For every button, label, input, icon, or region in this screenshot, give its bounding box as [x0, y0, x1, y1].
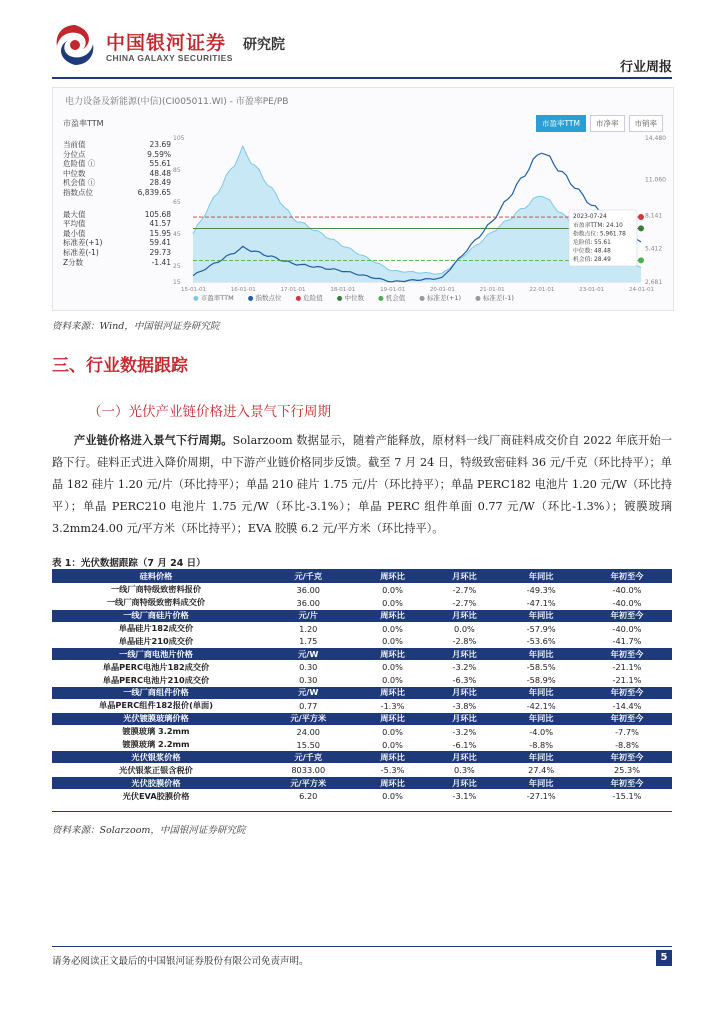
table-cell: 0.0% [357, 790, 429, 803]
chart-tab[interactable]: 市净率 [590, 115, 625, 132]
institute-name: 研究院 [243, 37, 285, 53]
table-cell: 周环比 [357, 571, 429, 583]
table-cell: -3.1% [428, 790, 500, 803]
legend-label: 市盈率TTM [200, 294, 234, 302]
tooltip-line: 市盈率TTM: 24.10 [573, 223, 623, 229]
stat-value: 28.49 [149, 178, 171, 188]
legend-entry[interactable] [193, 293, 234, 302]
legend-entry[interactable] [419, 293, 461, 302]
table-cell: 周环比 [357, 751, 429, 764]
table-cell: 光伏胶膜价格 [52, 777, 260, 790]
table-cell: 元/W [260, 687, 357, 700]
table-cell: 年同比 [500, 777, 582, 790]
paragraph-body: Solarzoom 数据显示，随着产能释放，原材料一线厂商硅料成交价自 2022 年底开始一路下行。硅料正式进入降价周期，中下游产业链价格同步反馈。截至 7 月 24 日，特级致密硅料 36 元/千克（环比持平）；单晶 182 硅片 1.20 元/片（环比持平）；单晶 210 硅片 1.75 元/片（环比持平）；单晶 PERC182 电池片 1.20 元/W（环比持平）；单晶 PERC210 电池片 1.75 元/W（环比-3.1%）；单晶 PERC 组件单面 0.77 元/W（环比-1.3%）；镀膜玻璃 3.2mm24.00 元/平方米（环比持平）；EVA 胶膜 6.2 元/平方米（环比持平）。 [52, 434, 672, 535]
table-group-header [52, 571, 672, 583]
stat-row [63, 140, 171, 150]
danger-marker [638, 214, 644, 220]
chart-tabs [536, 115, 663, 132]
table-cell: 0.0% [357, 635, 429, 648]
table-cell: -15.1% [582, 790, 672, 803]
table-cell: 0.0% [428, 622, 500, 635]
legend-swatch: ● [295, 294, 304, 302]
table-row [52, 699, 672, 712]
y-right-tick: 14,480 [645, 135, 666, 142]
y-left-tick: 25 [173, 263, 181, 270]
legend-entry[interactable] [295, 293, 322, 302]
x-tick: 15-01-01 [181, 287, 206, 293]
table-cell: 元/平方米 [260, 777, 357, 790]
disclaimer: 请务必阅读正文最后的中国银河证券股份有限公司免责声明。 [52, 956, 309, 967]
table-cell: -8.8% [500, 738, 582, 751]
table-bottom-rule [52, 811, 672, 812]
table-row [52, 635, 672, 648]
table-cell: 镀膜玻璃 3.2mm [52, 725, 260, 738]
table-cell: 月环比 [428, 712, 500, 725]
stat-value: 41.57 [149, 219, 171, 229]
table-row [52, 583, 672, 596]
stat-value: 15.95 [149, 228, 171, 238]
legend-entry[interactable] [248, 293, 282, 302]
table-cell: 单晶PERC电池片182成交价 [52, 661, 260, 674]
stat-row [63, 210, 171, 220]
table-cell: -53.6% [500, 635, 582, 648]
legend-label: 危险值 [303, 294, 323, 302]
page-number: 5 [656, 950, 672, 966]
table-source: 资料来源：Solarzoom，中国银河证券研究院 [52, 825, 246, 836]
paragraph-lead: 产业链价格进入景气下行周期。 [74, 434, 233, 447]
table-cell: -4.0% [500, 725, 582, 738]
table-row [52, 622, 672, 635]
stat-value: 9.59% [147, 149, 171, 159]
table-cell: 单晶PERC电池片210成交价 [52, 674, 260, 687]
table-cell: -6.1% [428, 738, 500, 751]
table-cell: 年初至今 [582, 648, 672, 661]
y-right-tick: 5,412 [645, 245, 663, 253]
stat-label: 分位点 [63, 149, 86, 159]
table-cell: -2.7% [428, 583, 500, 596]
legend-swatch: ● [377, 294, 386, 302]
legend-label: 指数点位 [255, 294, 282, 302]
tooltip-date: 2023-07-24 [573, 214, 607, 220]
table-cell: 一线厂商电池片价格 [52, 648, 260, 661]
y-left-tick: 45 [173, 231, 181, 238]
stat-row [63, 219, 171, 229]
table-cell: 6.20 [260, 790, 357, 803]
table-cell: 镀膜玻璃 2.2mm [52, 738, 260, 751]
table-cell: 年初至今 [582, 712, 672, 725]
tooltip-line: 危险值: 55.61 [573, 240, 611, 246]
table-cell: 27.4% [500, 764, 582, 777]
table-row [52, 790, 672, 803]
table-cell: 元/片 [260, 609, 357, 622]
table-cell: 0.0% [357, 622, 429, 635]
median-marker [638, 225, 644, 231]
y-right-tick: 2,681 [645, 279, 663, 286]
table-cell: -40.0% [582, 622, 672, 635]
table-cell: 0.77 [260, 699, 357, 712]
brand-name: 中国银河证券 [106, 32, 227, 54]
stat-label: 中位数 [63, 168, 86, 178]
table-cell: -47.1% [500, 596, 582, 609]
table-cell: 月环比 [428, 777, 500, 790]
stat-row [63, 258, 171, 268]
table-cell: 硅料价格 [52, 571, 260, 583]
table-cell: 单晶硅片182成交价 [52, 622, 260, 635]
table-group-header [52, 687, 672, 700]
table-cell: 一线厂商特级致密料成交价 [52, 596, 260, 609]
table-cell: 单晶PERC组件182报价(单面) [52, 699, 260, 712]
table-cell: 一线厂商组件价格 [52, 687, 260, 700]
table-cell: -3.2% [428, 725, 500, 738]
galaxy-logo-icon [52, 22, 98, 68]
body-paragraph [52, 430, 672, 540]
legend-label: 标准差(+1) [426, 294, 462, 302]
table-cell: 0.0% [357, 583, 429, 596]
table-cell: -42.1% [500, 699, 582, 712]
stat-label: 最大值 [63, 209, 86, 219]
table-cell: 8033.00 [260, 764, 357, 777]
table-cell: -3.8% [428, 699, 500, 712]
table-cell: 单晶硅片210成交价 [52, 635, 260, 648]
table-cell: 0.0% [357, 738, 429, 751]
table-cell: -14.4% [582, 699, 672, 712]
chart-subtitle: 市盈率TTM [63, 119, 104, 128]
table-cell: 1.20 [260, 622, 357, 635]
table-cell: -3.2% [428, 661, 500, 674]
pv-price-table [52, 571, 672, 803]
stat-value: 23.69 [149, 140, 171, 149]
table-cell: -6.3% [428, 674, 500, 687]
chart-legend [193, 293, 514, 302]
table-group-header [52, 777, 672, 790]
x-tick: 17-01-01 [280, 287, 306, 293]
chart-title: 电力设备及新能源(中信)(CI005011.WI) - 市盈率PE/PB [65, 97, 289, 107]
stat-label: 指数点位 [63, 187, 93, 197]
stat-label: 标准差(+1) [63, 238, 103, 248]
stat-value: -1.41 [151, 257, 171, 267]
table-row [52, 674, 672, 687]
stat-value: 48.48 [149, 168, 171, 178]
table-cell: 年同比 [500, 687, 582, 700]
table-cell: 元/千克 [260, 571, 357, 583]
table-cell: 年同比 [500, 648, 582, 661]
table-cell: -57.9% [500, 622, 582, 635]
table-cell: 周环比 [357, 687, 429, 700]
legend-label: 标准差(-1) [482, 294, 514, 302]
table-cell: -1.3% [357, 699, 429, 712]
table-cell: 年初至今 [582, 609, 672, 622]
table-cell: 元/W [260, 648, 357, 661]
chart-tab[interactable]: 市销率 [629, 115, 664, 132]
stat-value: 29.73 [149, 247, 171, 257]
stat-label: Z分数 [63, 257, 84, 267]
table-cell: 周环比 [357, 648, 429, 661]
table-cell: 年初至今 [582, 751, 672, 764]
table-caption: 表 1：光伏数据跟踪（7 月 24 日） [52, 558, 206, 569]
legend-entry[interactable] [337, 293, 364, 302]
stat-value: 6,839.65 [137, 187, 171, 197]
legend-swatch: ● [247, 294, 256, 302]
section-title: 三、行业数据跟踪 [52, 356, 188, 376]
stat-row [63, 150, 171, 160]
table-group-header [52, 712, 672, 725]
stats-panel [63, 140, 171, 267]
table-cell: 年同比 [500, 751, 582, 764]
x-tick: 19-01-01 [380, 287, 406, 293]
table-cell: -58.5% [500, 661, 582, 674]
x-tick: 22-01-01 [529, 287, 555, 293]
tooltip-line: 机会值: 28.49 [573, 257, 611, 263]
table-row [52, 738, 672, 751]
x-tick: 24-01-01 [629, 287, 654, 293]
report-type: 行业周报 [619, 60, 672, 75]
x-tick: 21-01-01 [479, 287, 505, 293]
footer-divider [52, 946, 672, 947]
stat-label: 当前值 [63, 140, 86, 149]
stat-label: 危险值 ⓘ [63, 159, 96, 169]
stat-row [63, 229, 171, 239]
legend-label: 中位数 [344, 294, 364, 302]
table-group-header [52, 648, 672, 661]
legend-entry[interactable] [475, 293, 514, 302]
table-cell: 年初至今 [582, 777, 672, 790]
stat-row [63, 238, 171, 248]
table-cell: -2.8% [428, 635, 500, 648]
table-cell: 0.30 [260, 674, 357, 687]
pe-line-chart [171, 132, 671, 298]
table-cell: 0.30 [260, 661, 357, 674]
stat-row [63, 178, 171, 188]
table-cell: -40.0% [582, 583, 672, 596]
stat-label: 标准差(-1) [63, 247, 99, 257]
stat-row [63, 188, 171, 198]
x-tick: 16-01-01 [230, 287, 256, 293]
table-cell: 25.3% [582, 764, 672, 777]
table-cell: 年同比 [500, 571, 582, 583]
table-cell: 月环比 [428, 648, 500, 661]
table-cell: 年同比 [500, 609, 582, 622]
table-cell: 光伏银浆价格 [52, 751, 260, 764]
pe-chart-panel [52, 87, 674, 311]
table-cell: 0.0% [357, 674, 429, 687]
table-cell: 周环比 [357, 712, 429, 725]
table-cell: 一线厂商特级致密料报价 [52, 583, 260, 596]
x-tick: 23-01-01 [579, 287, 605, 293]
legend-swatch: ● [419, 294, 427, 302]
table-cell: 光伏EVA胶膜价格 [52, 790, 260, 803]
table-group-header [52, 609, 672, 622]
table-cell: -21.1% [582, 661, 672, 674]
page-header [0, 0, 724, 86]
opportunity-marker [638, 257, 644, 263]
table-cell: 周环比 [357, 609, 429, 622]
table-cell: 0.0% [357, 596, 429, 609]
chart-tab[interactable]: 市盈率TTM [536, 115, 586, 132]
chart-source: 资料来源：Wind，中国银河证券研究院 [52, 321, 220, 332]
stat-label: 平均值 [63, 219, 86, 229]
y-left-tick: 65 [173, 199, 181, 206]
table-cell: 年初至今 [582, 687, 672, 700]
table-cell: 一线厂商硅片价格 [52, 609, 260, 622]
stat-value: 55.61 [149, 159, 171, 169]
table-row [52, 764, 672, 777]
table-cell: 1.75 [260, 635, 357, 648]
table-cell: -2.7% [428, 596, 500, 609]
table-row [52, 725, 672, 738]
table-cell: 0.0% [357, 725, 429, 738]
table-cell: 年初至今 [582, 571, 672, 583]
stat-value: 105.68 [144, 209, 171, 219]
stat-label: 机会值 ⓘ [63, 178, 96, 188]
table-cell: -27.1% [500, 790, 582, 803]
header-divider [52, 77, 672, 79]
table-cell: -5.3% [357, 764, 429, 777]
y-left-tick: 85 [173, 167, 181, 174]
table-cell: 0.3% [428, 764, 500, 777]
table-cell: 月环比 [428, 571, 500, 583]
x-tick: 18-01-01 [330, 287, 356, 293]
table-cell: 月环比 [428, 751, 500, 764]
brand-name-en: CHINA GALAXY SECURITIES [106, 53, 233, 63]
legend-label: 机会值 [385, 294, 406, 302]
table-cell: 年同比 [500, 712, 582, 725]
table-cell: -8.8% [582, 738, 672, 751]
table-cell: 光伏镀膜玻璃价格 [52, 712, 260, 725]
y-left-tick: 105 [173, 135, 185, 142]
y-right-tick: 8,141 [645, 212, 663, 220]
table-cell: 元/千克 [260, 751, 357, 764]
table-cell: 元/平方米 [260, 712, 357, 725]
stat-value: 59.41 [149, 238, 171, 248]
table-cell: -41.7% [582, 635, 672, 648]
table-cell: 0.0% [357, 661, 429, 674]
stat-label: 最小值 [63, 228, 86, 238]
tooltip-line: 中位数: 48.48 [573, 248, 611, 255]
y-right-tick: 11,060 [645, 176, 666, 184]
table-cell: -58.9% [500, 674, 582, 687]
y-left-tick: 15 [173, 279, 181, 286]
table-cell: -40.0% [582, 596, 672, 609]
x-tick: 20-01-01 [429, 287, 455, 293]
table-cell: 24.00 [260, 725, 357, 738]
table-cell: -21.1% [582, 674, 672, 687]
sub-section-title: （一）光伏产业链价格进入景气下行周期 [88, 404, 331, 420]
table-cell: 36.00 [260, 596, 357, 609]
table-cell: 光伏银浆正银含税价 [52, 764, 260, 777]
table-cell: 月环比 [428, 609, 500, 622]
table-cell: -49.3% [500, 583, 582, 596]
legend-entry[interactable] [378, 293, 405, 302]
stat-row [63, 169, 171, 179]
legend-swatch: ● [193, 294, 201, 302]
table-cell: 15.50 [260, 738, 357, 751]
table-cell: 月环比 [428, 687, 500, 700]
legend-swatch: ● [475, 294, 483, 302]
tooltip-line: 指数点位: 5,961.78 [573, 231, 626, 238]
table-cell: 36.00 [260, 583, 357, 596]
table-group-header [52, 751, 672, 764]
table-row [52, 596, 672, 609]
table-cell: -7.7% [582, 725, 672, 738]
legend-swatch: ● [336, 294, 345, 302]
stat-row [63, 248, 171, 258]
stat-row [63, 159, 171, 169]
table-row [52, 661, 672, 674]
table-cell: 周环比 [357, 777, 429, 790]
